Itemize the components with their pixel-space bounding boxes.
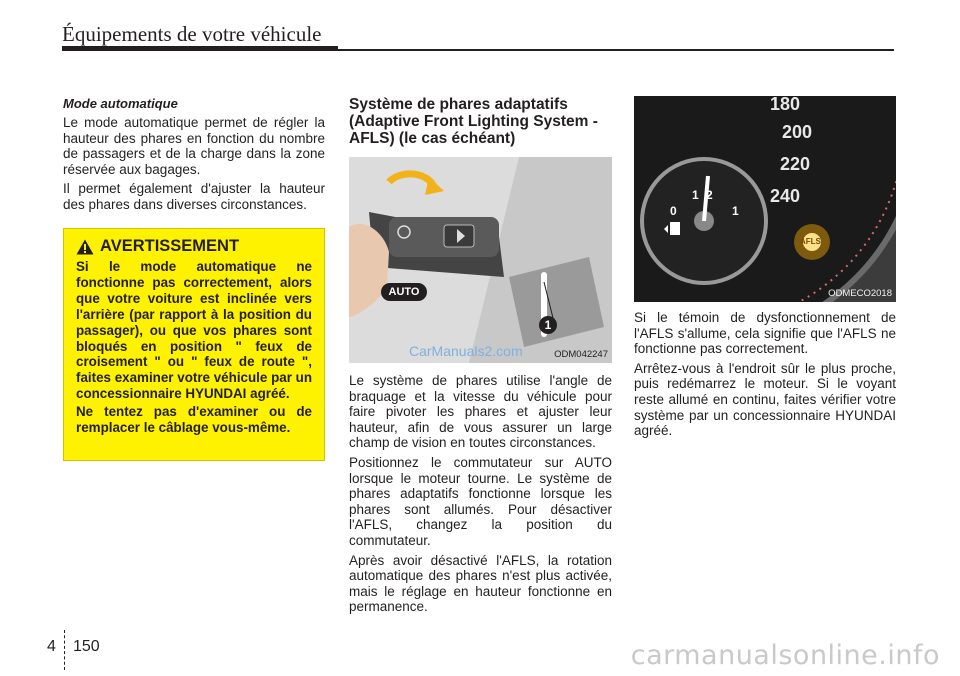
speed-label: 240 <box>770 186 801 206</box>
paragraph: Après avoir désactivé l'AFLS, la rotation automatique des phares n'est plus activée, mais le réglage en hauteur fonctionne en permanence. <box>349 552 612 615</box>
column-middle <box>349 96 612 619</box>
column-right <box>634 96 896 443</box>
afls-switch-illustration <box>349 157 612 363</box>
afls-warning-light-figure <box>634 96 896 302</box>
speed-label: 220 <box>780 154 811 174</box>
warning-text: Ne tentez pas d'examiner ou de remplacer le câblage vous-même. <box>76 404 312 436</box>
auto-label: AUTO <box>388 286 420 298</box>
speed-label: 200 <box>782 122 813 142</box>
paragraph: Il permet également d'ajuster la hauteur des phares dans diverses circonstances. <box>63 181 325 212</box>
fuel-mark: 2 <box>706 188 713 202</box>
header-rule <box>62 46 338 51</box>
callout-number: 1 <box>544 318 552 332</box>
figure-code: ODMECO2018 <box>828 288 892 299</box>
warning-triangle-icon <box>76 239 94 255</box>
paragraph: Le mode automatique permet de régler la hauteur des phares en fonction du nombre de passagers et de la charge dans la zone réservée aux bagages. <box>63 115 325 177</box>
section-subhead: Mode automatique <box>63 96 178 111</box>
warning-title: AVERTISSEMENT <box>100 237 240 255</box>
paragraph: Le système de phares utilise l'angle de braquage et la vitesse du véhicule pour faire pivoter les phares et ajuster leur hauteur, afin de vous assurer un large champ de vision en toutes circonstances. <box>349 373 612 451</box>
fuel-mark: 0 <box>670 204 677 218</box>
page-divider <box>64 630 66 670</box>
paragraph: Arrêtez-vous à l'endroit sûr le plus proche, puis redémarrez le moteur. Si le voyant reste allumé en continu, faites vérifier votre système par un concessionnaire HYUNDAI agréé. <box>634 360 896 439</box>
page-header-title: Équipements de votre véhicule <box>62 22 322 46</box>
figure-code: ODM042247 <box>554 349 608 360</box>
section-title: Système de phares adaptatifs (Adaptive Front Lighting System - AFLS) (le cas échéant) <box>349 96 598 147</box>
site-watermark: carmanualsonline.info <box>630 640 940 671</box>
figure-watermark: CarManuals2.com <box>409 343 523 359</box>
paragraph: Positionnez le commutateur sur AUTO lorsque le moteur tourne. Le système de phares adaptatifs fonctionne lorsque les phares sont allumés. Pour désactiver l'AFLS, changez la position du commutateur. <box>349 454 612 548</box>
afls-switch-figure <box>349 157 612 363</box>
afls-warning-light: AFLS <box>800 237 821 246</box>
column-left <box>63 96 325 217</box>
fuel-mark: 1 <box>692 188 699 202</box>
paragraph: Si le témoin de dysfonctionnement de l'AFLS s'allume, cela signifie que l'AFLS ne fonctionne pas correctement. <box>634 310 896 357</box>
header-rule-thin <box>338 49 894 51</box>
instrument-cluster-illustration <box>634 96 896 302</box>
section-number: 4 <box>47 638 56 655</box>
fuel-mark: 1 <box>732 204 739 218</box>
page-number: 150 <box>73 638 100 655</box>
speed-label: 180 <box>770 96 801 114</box>
warning-text: Si le mode automatique ne fonctionne pas correctement, alors que votre voiture est inclinée vers l'arrière (par rapport à la position du passager), ou que vos phares sont bloqués en position " feux de croisement " ou " feux de route ", faites examiner votre véhicule par un concessionnaire HYUNDAI agréé. <box>76 259 312 402</box>
warning-box <box>63 228 325 461</box>
